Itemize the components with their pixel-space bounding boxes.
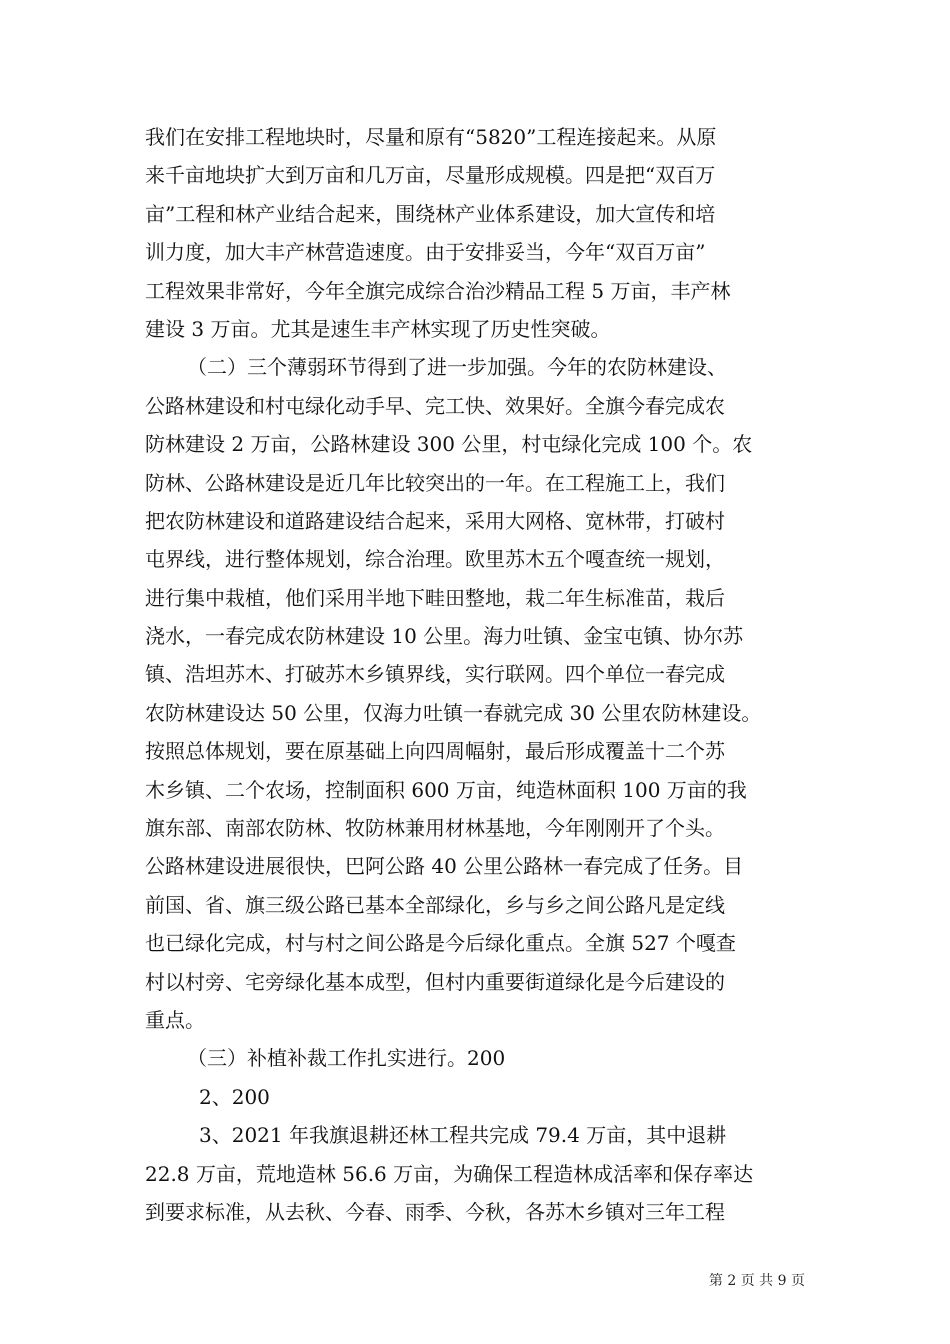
list-item-three: 3、2021 年我旗退耕还林工程共完成 79.4 万亩，其中退耕 <box>199 1123 727 1148</box>
text-line-13: 进行集中栽植，他们采用半地下畦田整地，栽二年生标准苗，栽后 <box>145 585 725 610</box>
text-line-20: 公路林建设进展很快，巴阿公路 40 公里公路林一春完成了任务。目 <box>145 854 744 879</box>
section-heading-three: （三）补植补裁工作扎实进行。200 <box>187 1046 506 1071</box>
text-line-9: 防林建设 2 万亩，公路林建设 300 公里，村屯绿化完成 100 个。农 <box>145 432 753 457</box>
text-line-24: 重点。 <box>145 1007 205 1032</box>
section-heading-two: （二）三个薄弱环节得到了进一步加强。今年的农防林建设、 <box>187 355 727 380</box>
text-line-19: 旗东部、南部农防林、牧防林兼用材林基地，今年刚刚开了个头。 <box>145 816 725 841</box>
text-line-4: 训力度，加大丰产林营造速度。由于安排妥当，今年“双百万亩” <box>145 240 706 265</box>
text-line-29: 到要求标准，从去秋、今春、雨季、今秋，各苏木乡镇对三年工程 <box>145 1199 725 1224</box>
text-line-5: 工程效果非常好，今年全旗完成综合治沙精品工程 5 万亩，丰产林 <box>145 278 731 303</box>
text-line-28: 22.8 万亩，荒地造林 56.6 万亩，为确保工程造林成活率和保存率达 <box>145 1161 754 1186</box>
text-line-12: 屯界线，进行整体规划，综合治理。欧里苏木五个嘎查统一规划， <box>145 547 725 572</box>
text-line-8: 公路林建设和村屯绿化动手早、完工快、效果好。全旗今春完成农 <box>145 393 725 418</box>
text-line-11: 把农防林建设和道路建设结合起来，采用大网格、宽林带，打破村 <box>145 508 725 533</box>
text-line-2: 来千亩地块扩大到万亩和几万亩，尽量形成规模。四是把“双百万 <box>145 163 716 188</box>
text-line-18: 木乡镇、二个农场，控制面积 600 万亩，纯造林面积 100 万亩的我 <box>145 777 747 802</box>
text-line-22: 也已绿化完成，村与村之间公路是今后绿化重点。全旗 527 个嘎查 <box>145 931 736 956</box>
list-item-two: 2、200 <box>199 1084 270 1109</box>
text-line-23: 村以村旁、宅旁绿化基本成型，但村内重要街道绿化是今后建设的 <box>145 969 725 994</box>
text-line-16: 农防林建设达 50 公里，仅海力吐镇一春就完成 30 公里农防林建设。 <box>145 700 762 725</box>
text-line-14: 浇水，一春完成农防林建设 10 公里。海力吐镇、金宝屯镇、协尔苏 <box>145 624 744 649</box>
text-line-1: 我们在安排工程地块时，尽量和原有“5820”工程连接起来。从原 <box>145 125 717 149</box>
text-line-10: 防林、公路林建设是近几年比较突出的一年。在工程施工上，我们 <box>145 470 725 495</box>
body-text <box>145 118 815 1231</box>
text-line-21: 前国、省、旗三级公路已基本全部绿化，乡与乡之间公路凡是定线 <box>145 892 725 917</box>
text-line-6: 建设 3 万亩。尤其是速生丰产林实现了历史性突破。 <box>145 316 611 341</box>
text-line-15: 镇、浩坦苏木、打破苏木乡镇界线，实行联网。四个单位一春完成 <box>145 662 725 687</box>
text-line-17: 按照总体规划，要在原基础上向四周幅射，最后形成覆盖十二个苏 <box>145 739 725 764</box>
text-line-3: 亩”工程和林产业结合起来，围绕林产业体系建设，加大宣传和培 <box>145 201 716 226</box>
page-number-footer: 第 2 页 共 9 页 <box>708 1273 805 1289</box>
